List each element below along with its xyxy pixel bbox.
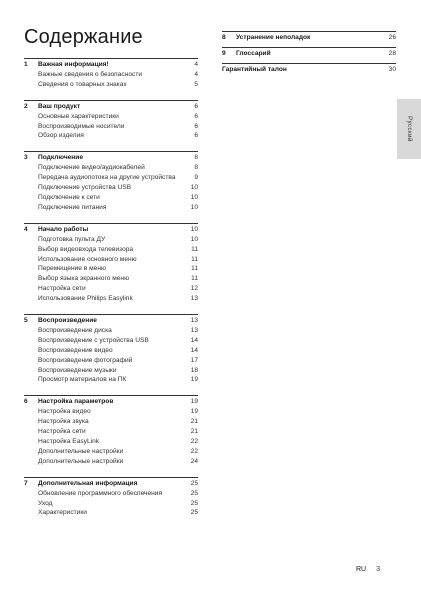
toc-section-title: Дополнительная информация: [38, 479, 138, 487]
toc-entry-page: 22: [190, 438, 198, 445]
toc-entry[interactable]: [24, 326, 198, 336]
toc-section-title: Воспроизведение: [38, 317, 97, 325]
toc-entry-page: 9: [194, 174, 198, 182]
toc-entry-page: 13: [190, 326, 198, 334]
toc-section-heading[interactable]: [222, 33, 396, 43]
toc-entry-label: Обновление программного обеспечения: [38, 489, 163, 497]
toc-entry-page: 17: [190, 356, 198, 364]
toc-entry-page: 6: [194, 112, 198, 120]
toc-entry-label: Подключение к сети: [38, 193, 100, 201]
toc-section: [24, 100, 198, 142]
toc-section: [222, 31, 396, 43]
toc-section: [24, 477, 198, 519]
toc-entry-page: 11: [191, 275, 198, 283]
toc-entry-page: 18: [190, 366, 198, 374]
toc-entry-page: 5: [194, 80, 198, 88]
toc-entry-label: Настройка видео: [38, 408, 91, 416]
toc-section: [24, 58, 198, 90]
toc-entry[interactable]: [24, 366, 198, 376]
toc-section: [24, 151, 198, 212]
toc-entry-page: 13: [190, 295, 198, 303]
toc-section: [24, 223, 198, 304]
toc-entry[interactable]: [24, 457, 198, 467]
toc-entry[interactable]: [24, 235, 198, 245]
toc-entry-page: 22: [190, 447, 198, 455]
toc-section-page: 26: [388, 34, 396, 41]
toc-entry-page: 11: [191, 255, 198, 263]
toc-entry-label: Важные сведения о безопасности: [38, 70, 143, 78]
toc-entry-label: Уход: [38, 499, 53, 507]
toc-entry[interactable]: [24, 245, 198, 255]
toc-entry-label: Перемещение в меню: [38, 265, 106, 273]
toc-entry[interactable]: [24, 163, 198, 173]
toc-section-heading[interactable]: [24, 102, 198, 112]
toc-section-number: 8: [222, 34, 226, 41]
toc-entry-page: 4: [194, 70, 198, 78]
toc-entry-label: Подключение устройства USB: [38, 184, 132, 192]
toc-entry-page: 21: [190, 418, 198, 426]
toc-entry-page: 10: [190, 193, 198, 201]
toc-entry[interactable]: [24, 203, 198, 213]
toc-entry-page: 6: [194, 132, 198, 140]
toc-entry-label: Выбор языка экранного меню: [38, 275, 130, 283]
toc-entry[interactable]: [24, 336, 198, 346]
toc-section-number: 5: [24, 317, 28, 325]
toc-section-title: Важная информация!: [38, 61, 109, 68]
toc-right-column: [222, 31, 396, 79]
toc-entry-label: Сведения о товарных знаках: [38, 80, 127, 88]
toc-entry-page: 25: [190, 489, 198, 497]
toc-entry-label: Воспроизведение с устройства USB: [38, 336, 149, 344]
toc-section-heading[interactable]: [222, 49, 396, 59]
toc-entry-label: Дополнительные настройки: [38, 457, 124, 465]
toc-entry[interactable]: [24, 112, 198, 122]
toc-entry-page: 11: [191, 245, 198, 253]
toc-section: [222, 47, 396, 59]
toc-entry-page: 19: [190, 376, 198, 384]
toc-entry-label: Подключение питания: [38, 203, 107, 211]
toc-section-heading[interactable]: [24, 225, 198, 235]
toc-entry[interactable]: [24, 264, 198, 274]
toc-entry[interactable]: [24, 375, 198, 385]
toc-section-page: 28: [388, 49, 396, 57]
toc-entry[interactable]: [24, 294, 198, 304]
toc-entry-label: Использование основного меню: [38, 255, 137, 263]
toc-section-heading[interactable]: [24, 153, 198, 163]
toc-section-number: 1: [24, 61, 28, 68]
toc-entry[interactable]: [24, 274, 198, 284]
toc-entry[interactable]: [24, 447, 198, 457]
toc-entry[interactable]: [24, 417, 198, 427]
toc-section-page: 19: [190, 398, 198, 406]
toc-entry-page: 11: [191, 265, 198, 273]
footer-language-code: RU: [356, 566, 367, 573]
toc-section-heading[interactable]: [24, 479, 198, 489]
toc-entry-label: Воспроизведение музыки: [38, 366, 117, 374]
toc-entry[interactable]: [24, 193, 198, 203]
toc-entry[interactable]: [24, 122, 198, 132]
toc-section-page: 6: [194, 102, 198, 110]
toc-section-page: 4: [194, 61, 198, 68]
toc-entry[interactable]: [24, 131, 198, 141]
toc-section-title: Ваш продукт: [38, 102, 81, 110]
toc-entry-label: Воспроизведение фотографий: [38, 356, 133, 364]
toc-entry-label: Воспроизведение диска: [38, 326, 112, 334]
toc-entry-page: 10: [190, 184, 198, 192]
toc-entry-label: Воспроизведение видео: [38, 346, 113, 354]
toc-entry[interactable]: [24, 489, 198, 499]
toc-section-number: 6: [24, 398, 28, 406]
toc-section-heading[interactable]: [24, 316, 198, 326]
toc-section-heading[interactable]: [24, 60, 198, 70]
toc-entry[interactable]: [24, 427, 198, 437]
toc-entry-label: Настройка сети: [38, 285, 86, 293]
page-title: Содержание: [24, 26, 143, 48]
toc-section: [24, 395, 198, 466]
toc-section: [222, 63, 396, 75]
toc-entry-page: 12: [190, 285, 198, 293]
language-tab-label: Русский: [406, 116, 412, 142]
toc-entry-page: 25: [190, 499, 198, 507]
toc-section-page: 8: [194, 154, 198, 162]
toc-section-page: 13: [190, 317, 198, 325]
toc-entry-page: 21: [190, 428, 198, 436]
toc-section: [24, 314, 198, 385]
toc-entry-label: Подготовка пульта ДУ: [38, 235, 106, 243]
toc-entry-label: Использование Philips Easylink: [38, 295, 133, 303]
toc-entry[interactable]: [24, 284, 198, 294]
toc-entry[interactable]: [24, 80, 198, 90]
toc-entry-label: Дополнительные настройки: [38, 447, 124, 455]
toc-entry-label: Характеристики: [38, 509, 87, 517]
toc-section-title: Настройка параметров: [38, 398, 114, 406]
toc-entry-page: 14: [190, 346, 198, 354]
toc-entry-page: 25: [190, 509, 198, 517]
toc-entry-label: Просмотр материалов на ПК: [38, 376, 127, 384]
toc-entry[interactable]: [24, 437, 198, 447]
toc-entry[interactable]: [24, 356, 198, 366]
toc-section-number: 9: [222, 49, 226, 57]
toc-entry-page: 10: [190, 203, 198, 211]
toc-section-page: 30: [388, 65, 396, 73]
toc-section-number: 7: [24, 479, 28, 487]
toc-entry-page: 24: [190, 457, 198, 465]
toc-entry-page: 8: [194, 164, 198, 172]
toc-section-number: 2: [24, 102, 28, 110]
toc-entry-label: Настройка сети: [38, 428, 86, 436]
toc-entry[interactable]: [24, 407, 198, 417]
toc-entry[interactable]: [24, 255, 198, 265]
toc-entry-page: 6: [194, 122, 198, 130]
toc-entry[interactable]: [24, 70, 198, 80]
toc-section-number: 3: [24, 154, 28, 162]
toc-entry-label: Основные характеристики: [38, 112, 119, 120]
toc-entry-label: Обзор изделия: [38, 132, 84, 140]
toc-section-title: Подключение: [38, 154, 84, 162]
toc-entry[interactable]: [24, 499, 198, 509]
toc-left-column: [24, 58, 198, 528]
footer-page-number: 3: [376, 566, 380, 573]
toc-entry-label: Выбор видеовхода телевизора: [38, 245, 134, 253]
toc-entry-page: 10: [190, 235, 198, 243]
toc-entry[interactable]: [24, 183, 198, 193]
toc-entry-label: Настройка звука: [38, 418, 89, 426]
toc-section-heading[interactable]: [222, 65, 396, 75]
toc-entry-label: Воспроизводимые носители: [38, 122, 125, 130]
toc-section-title: Начало работы: [38, 225, 89, 233]
toc-entry-label: Подключение видео/аудиокабелей: [38, 164, 145, 172]
toc-section-title: Гарантийный талон: [222, 65, 287, 73]
toc-section-title: Устранение неполадок: [236, 34, 311, 41]
toc-section-page: 10: [190, 225, 198, 233]
toc-section-title: Глоссарий: [236, 49, 271, 57]
toc-entry-page: 14: [190, 336, 198, 344]
page-footer: [356, 566, 380, 573]
toc-entry-label: Передача аудиопотока на другие устройства: [38, 174, 176, 182]
toc-entry[interactable]: [24, 346, 198, 356]
toc-section-number: 4: [24, 225, 28, 233]
toc-entry[interactable]: [24, 508, 198, 518]
toc-entry-label: Настройка EasyLink: [38, 438, 100, 445]
toc-entry[interactable]: [24, 173, 198, 183]
toc-entry-page: 19: [190, 408, 198, 416]
toc-section-heading[interactable]: [24, 397, 198, 407]
language-tab: [397, 99, 421, 159]
toc-section-page: 25: [190, 479, 198, 487]
